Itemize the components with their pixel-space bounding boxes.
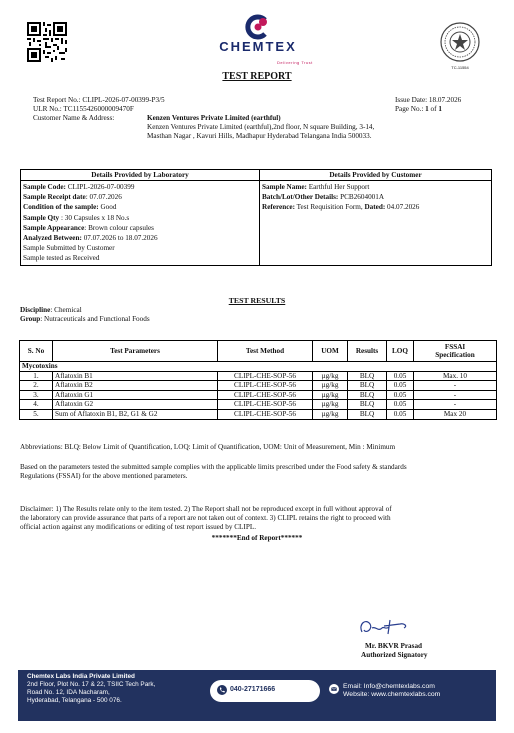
- cell-loq: 0.05: [387, 371, 414, 381]
- cell-result: BLQ: [348, 381, 387, 391]
- customer-label: Customer Name & Address:: [33, 114, 115, 122]
- col-test-parameters: Test Parameters: [53, 341, 218, 362]
- sample-receipt-date: Sample Receipt date: 07.07.2026: [23, 193, 122, 202]
- cell-method: CLIPL-CHE-SOP-56: [218, 371, 313, 381]
- cell-parameter: Aflatoxin B2: [53, 381, 218, 391]
- cell-parameter: Aflatoxin G1: [53, 390, 218, 400]
- end-of-report: *******End of Report******: [211, 534, 303, 542]
- cell-uom: µg/kg: [313, 381, 348, 391]
- footer-address: [27, 673, 197, 705]
- cell-loq: 0.05: [387, 390, 414, 400]
- lab-details-cell: [21, 181, 260, 266]
- conclusion-line1: Based on the parameters tested the submitted sample complies with the applicable limits prescribed under the Food safety & standards: [20, 463, 407, 471]
- cell-uom: µg/kg: [313, 400, 348, 410]
- accreditation-code: TC-11554: [451, 65, 469, 70]
- disclaimer-line1: Disclaimer: 1) The Results relate only to the item tested. 2) The Report shall not be reproduced except in full without approval of: [20, 505, 392, 513]
- col-loq: LOQ: [387, 341, 414, 362]
- chemtex-logo-icon: [243, 12, 273, 42]
- footer-address-line3: Hyderabad, Telangana - 500 076.: [27, 697, 122, 704]
- disclaimer-line2: the laboratory can provide assurance that parts of a report are not taken out of context. 3) CLIPL retains the right to proceed with: [20, 514, 391, 522]
- disclaimer-line3: official action against any modifications or editing of test report issued by CLIPL.: [20, 523, 257, 531]
- test-results-table: [19, 340, 497, 420]
- analyzed-between: Analyzed Between: 07.07.2026 to 18.07.2026: [23, 233, 158, 242]
- col-sno: S. No: [20, 341, 53, 362]
- cell-result: BLQ: [348, 390, 387, 400]
- sample-code: Sample Code: CLIPL-2026-07-00399: [23, 183, 135, 191]
- cell-loq: 0.05: [387, 381, 414, 391]
- cell-sno: 3.: [20, 390, 53, 400]
- page-current: 1: [425, 105, 429, 113]
- cell-uom: µg/kg: [313, 409, 348, 419]
- page-number: [395, 105, 442, 114]
- customer-details-header: Details Provided by Customer: [260, 170, 492, 181]
- test-results-heading: TEST RESULTS: [228, 296, 286, 305]
- page-mid: of: [428, 105, 439, 113]
- col-results: Results: [348, 341, 387, 362]
- sample-qty: Sample Qty : 30 Capsules x 18 No.s: [23, 213, 130, 222]
- sample-name: Sample Name: Earthful Her Support: [262, 183, 370, 191]
- category-mycotoxins: Mycotoxins: [20, 362, 497, 372]
- conclusion-line2: Regulations (FSSAI) for the above mentioned parameters.: [20, 472, 188, 480]
- email-icon: [329, 684, 339, 694]
- cell-uom: µg/kg: [313, 390, 348, 400]
- logo-name: CHEMTEX: [219, 39, 297, 54]
- cell-spec: Max. 10: [414, 371, 497, 381]
- cell-method: CLIPL-CHE-SOP-56: [218, 400, 313, 410]
- customer-address-line2: Masthan Nagar , Kavuri Hills, Madhapur Hyderabad Telangana India 500033.: [147, 132, 372, 140]
- cell-parameter: Sum of Aflatoxin B1, B2, G1 & G2: [53, 409, 218, 419]
- footer-website[interactable]: Website: www.chemtexlabs.com: [343, 691, 441, 699]
- cell-spec: -: [414, 390, 497, 400]
- company-logo: [195, 12, 321, 64]
- cell-spec: Max 20: [414, 409, 497, 419]
- group: Group: Nutraceuticals and Functional Foods: [20, 315, 150, 323]
- sample-tested: Sample tested as Received: [23, 254, 100, 263]
- footer-email[interactable]: Email: Info@chemtexlabs.com: [343, 683, 435, 690]
- cell-loq: 0.05: [387, 409, 414, 419]
- qr-code: [27, 22, 67, 62]
- cell-loq: 0.05: [387, 400, 414, 410]
- cell-result: BLQ: [348, 409, 387, 419]
- cell-spec: -: [414, 400, 497, 410]
- sample-details-table: [20, 169, 492, 266]
- cell-sno: 2.: [20, 381, 53, 391]
- table-row: [20, 390, 497, 400]
- table-row: [20, 381, 497, 391]
- cell-parameter: Aflatoxin B1: [53, 371, 218, 381]
- customer-name: Kenzen Ventures Private Limited (earthful): [147, 114, 281, 122]
- table-row: [20, 371, 497, 381]
- sample-appearance: Sample Appearance: Brown colour capsules: [23, 223, 154, 232]
- issue-date: Issue Date: 18.07.2026: [395, 96, 462, 104]
- page-prefix: Page No.:: [395, 105, 426, 113]
- reference: Reference: Test Requisition Form, Dated: 04.07.2026: [262, 203, 420, 212]
- batch-details: Batch/Lot/Other Details: PCB2604001A: [262, 193, 385, 202]
- footer-address-line2: Road No. 12, IDA Nacharam,: [27, 689, 110, 696]
- logo-tagline: Delivering Trust: [277, 60, 313, 65]
- cell-method: CLIPL-CHE-SOP-56: [218, 381, 313, 391]
- col-test-method: Test Method: [218, 341, 313, 362]
- footer-address-line1: 2nd Floor, Plot No. 17 & 22, TSIIC Tech Park,: [27, 681, 156, 688]
- phone-icon: [217, 685, 227, 695]
- results-header-row: [20, 341, 497, 362]
- footer-company: Chemtex Labs India Private Limited: [27, 673, 135, 680]
- category-row: [20, 362, 497, 372]
- discipline: Discipline: Chemical: [20, 306, 82, 314]
- cell-sno: 5.: [20, 409, 53, 419]
- cell-method: CLIPL-CHE-SOP-56: [218, 409, 313, 419]
- footer-phone[interactable]: 040-27171666: [230, 686, 276, 693]
- cell-method: CLIPL-CHE-SOP-56: [218, 390, 313, 400]
- cell-spec: -: [414, 381, 497, 391]
- report-number: Test Report No.: CLIPL-2026-07-00399-P3/5: [33, 96, 165, 104]
- report-title: TEST REPORT: [222, 71, 292, 82]
- accreditation-seal-icon: [440, 22, 480, 62]
- table-row: [20, 409, 497, 419]
- cell-parameter: Aflatoxin G2: [53, 400, 218, 410]
- cell-result: BLQ: [348, 400, 387, 410]
- col-uom: UOM: [313, 341, 348, 362]
- footer-contact: [343, 683, 440, 700]
- cell-uom: µg/kg: [313, 371, 348, 381]
- cell-sno: 4.: [20, 400, 53, 410]
- signatory-name: Mr. BKVR Prasad: [365, 642, 423, 650]
- customer-details-cell: [260, 181, 492, 266]
- signature-icon: [356, 614, 416, 640]
- sample-condition: Condition of the sample: Good: [23, 203, 117, 212]
- customer-address-line1: Kenzen Ventures Private Limited (earthful),2nd floor, N square Building, 3-14,: [147, 123, 375, 131]
- cell-result: BLQ: [348, 371, 387, 381]
- col-fssai-spec: FSSAI Specification: [414, 341, 497, 362]
- ulr-number: ULR No.: TC1155426000009470F: [33, 105, 134, 113]
- lab-details-header: Details Provided by Laboratory: [21, 170, 260, 181]
- sample-submitted: Sample Submitted by Customer: [23, 244, 115, 253]
- abbreviations-note: Abbreviations: BLQ: Below Limit of Quantification, LOQ: Limit of Quantification, UOM: Unit of Measurement, Min : Minimum: [20, 443, 396, 451]
- page-total: 1: [438, 105, 442, 113]
- cell-sno: 1.: [20, 371, 53, 381]
- table-row: [20, 400, 497, 410]
- signatory-title: Authorized Signatory: [361, 651, 428, 659]
